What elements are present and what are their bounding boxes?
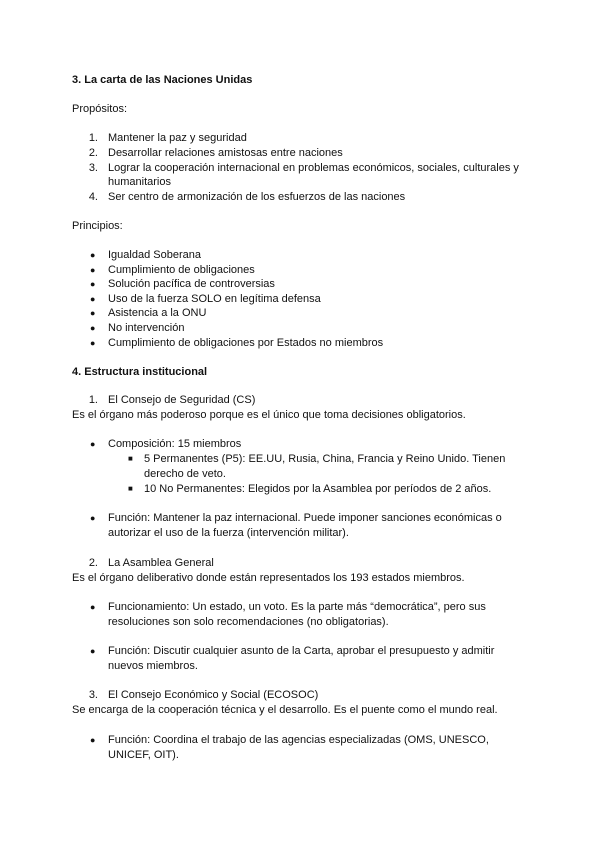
organ-title: El Consejo Económico y Social (ECOSOC) [108,689,319,701]
organ-description: Es el órgano más poderoso porque es el único que toma decisiones obligatorios. [72,409,466,421]
principle-item: Igualdad Soberana [108,249,201,261]
bullet-dot: ● [90,250,96,260]
organ-item-continuation: autorizar el uso de la fuerza (intervención militar). [108,527,349,539]
list-number: 1. [88,394,98,406]
principle-item: Cumplimiento de obligaciones por Estados no miembros [108,337,384,349]
organ-item-continuation: nuevos miembros. [108,660,198,672]
list-number: 4. [88,191,98,203]
bullet-dot: ● [90,602,96,612]
bullet-dot: ● [90,646,96,656]
purpose-item: Mantener la paz y seguridad [108,132,247,144]
list-number: 2. [88,557,98,569]
bullet-dot: ● [90,308,96,318]
principles-label: Principios: [72,220,123,232]
section-4-heading: 4. Estructura institucional [72,366,208,378]
list-number: 2. [88,147,98,159]
principle-item: Solución pacífica de controversias [108,278,275,290]
organ-subitem-continuation: derecho de veto. [144,468,226,480]
principle-item: Asistencia a la ONU [108,307,207,319]
organ-subitem: 10 No Permanentes: Elegidos por la Asamblea por períodos de 2 años. [144,483,492,495]
bullet-dot: ● [90,323,96,333]
bullet-dot: ● [90,439,96,449]
list-number: 3. [88,689,98,701]
list-number: 1. [88,132,98,144]
bullet-dot: ● [90,279,96,289]
organ-title: La Asamblea General [108,557,214,569]
principle-item: Cumplimiento de obligaciones [108,264,255,276]
bullet-dot: ● [90,338,96,348]
organ-description: Se encarga de la cooperación técnica y el desarrollo. Es el puente como el mundo real. [72,704,498,716]
purpose-item-continuation: humanitarios [108,176,171,188]
purpose-item: Lograr la cooperación internacional en problemas económicos, sociales, culturales y [108,162,519,174]
organ-item: Función: Coordina el trabajo de las agencias especializadas (OMS, UNESCO, [108,734,489,746]
bullet-dot: ● [90,265,96,275]
principle-item: Uso de la fuerza SOLO en legítima defensa [108,293,321,305]
bullet-dot: ● [90,294,96,304]
bullet-square: ■ [128,484,133,493]
purpose-item: Desarrollar relaciones amistosas entre naciones [108,147,343,159]
organ-item-continuation: resoluciones son solo recomendaciones (no obligatorias). [108,616,389,628]
organ-item: Función: Mantener la paz internacional. Puede imponer sanciones económicas o [108,512,502,524]
section-3-heading: 3. La carta de las Naciones Unidas [72,74,253,86]
organ-description: Es el órgano deliberativo donde están representados los 193 estados miembros. [72,572,465,584]
organ-item-continuation: UNICEF, OIT). [108,749,179,761]
organ-item: Funcionamiento: Un estado, un voto. Es la parte más “democrática”, pero sus [108,601,486,613]
organ-title: El Consejo de Seguridad (CS) [108,394,256,406]
purposes-label: Propósitos: [72,103,128,115]
organ-subitem: 5 Permanentes (P5): EE.UU, Rusia, China, Francia y Reino Unido. Tienen [144,453,506,465]
organ-item: Composición: 15 miembros [108,438,242,450]
purpose-item: Ser centro de armonización de los esfuerzos de las naciones [108,191,406,203]
bullet-square: ■ [128,454,133,463]
principle-item: No intervención [108,322,185,334]
bullet-dot: ● [90,513,96,523]
bullet-dot: ● [90,735,96,745]
list-number: 3. [88,162,98,174]
organ-item: Función: Discutir cualquier asunto de la Carta, aprobar el presupuesto y admitir [108,645,495,657]
